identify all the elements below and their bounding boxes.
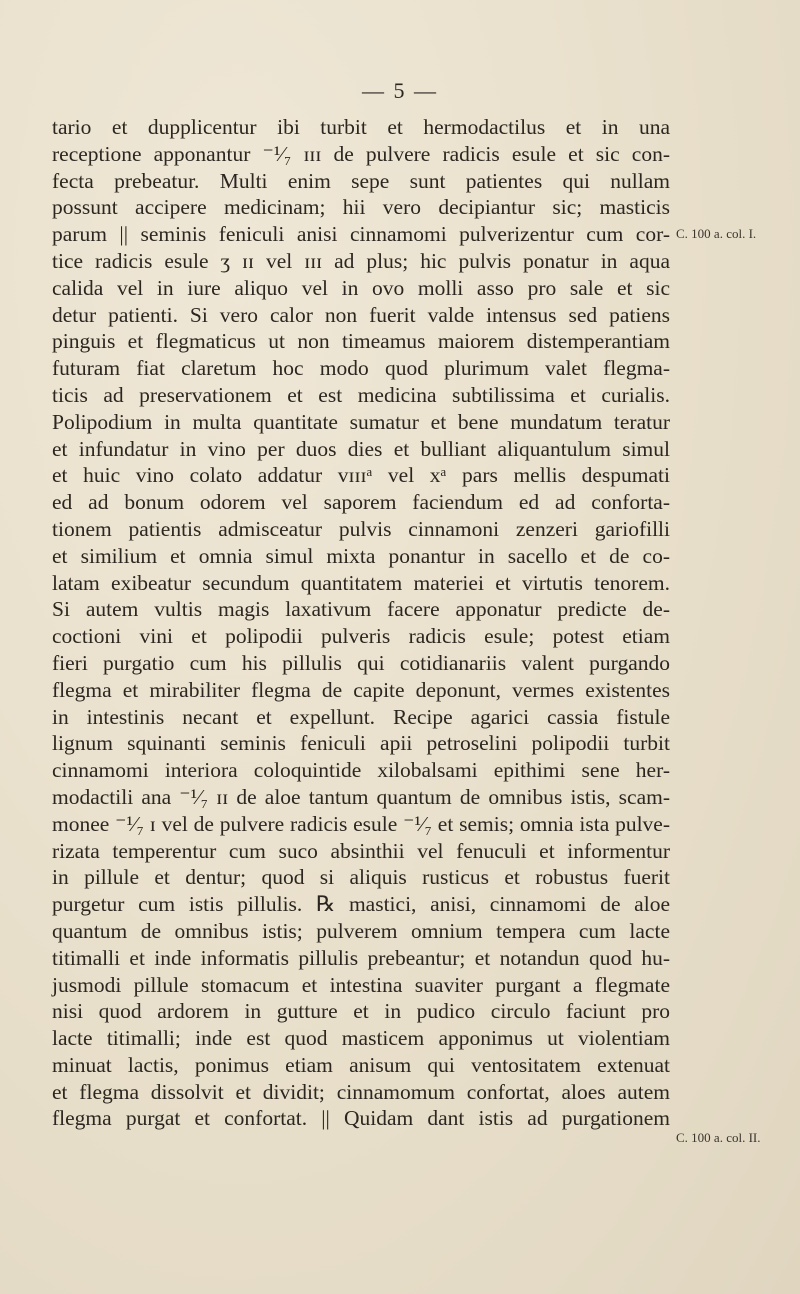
text-line: purgetur cum istis pillulis. ℞ mastici, anisi, cinnamomi de aloe (52, 892, 670, 917)
text-line: et flegma dissolvit et dividit; cinnamomum confortat, aloes autem (52, 1079, 670, 1104)
text-line: pinguis et flegmaticus ut non timeamus maiorem distemperantiam (52, 329, 670, 354)
margin-note-col-1: C. 100 a. col. I. (676, 226, 757, 241)
text-line: receptione apponantur ⁻¹⁄₇ ɪɪɪ de pulvere radicis esule et sic con- (52, 141, 670, 166)
text-line: ticis ad preservationem et est medicina subtilissima et curialis. (52, 382, 670, 407)
text-line: parum || seminis feniculi anisi cinnamomi pulverizentur cum cor- (52, 222, 670, 247)
text-line: titimalli et inde informatis pillulis prebeantur; et notandun quod hu- (52, 945, 670, 970)
text-line: lignum squinanti seminis feniculi apii petroselini polipodii turbit (52, 731, 670, 756)
text-line: modactili ana ⁻¹⁄₇ ɪɪ de aloe tantum quantum de omnibus istis, scam- (52, 784, 670, 809)
body-text (52, 114, 670, 1132)
text-line: et similium et omnia simul mixta ponantur in sacello et de co- (52, 543, 670, 568)
text-line: jusmodi pillule stomacum et intestina suaviter purgant a flegmate (52, 972, 670, 997)
text-line: minuat lactis, ponimus etiam anisum qui ventositatem extenuat (52, 1052, 670, 1077)
text-line: calida vel in iure aliquo vel in ovo molli asso pro sale et sic (52, 275, 670, 300)
text-line: flegma purgat et confortat. || Quidam dant istis ad purgationem (52, 1106, 670, 1131)
text-line: et infundatur in vino per duos dies et bulliant aliquantulum simul (52, 436, 670, 461)
text-line: coctioni vini et polipodii pulveris radicis esule; potest etiam (52, 624, 670, 649)
text-line: in pillule et dentur; quod si aliquis rusticus et robustus fuerit (52, 865, 670, 890)
text-line: cinnamomi interiora coloquintide xilobalsami epithimi sene her- (52, 758, 670, 783)
text-line: tionem patientis admisceatur pulvis cinnamoni zenzeri gariofilli (52, 516, 670, 541)
text-line: lacte titimalli; inde est quod masticem apponimus ut violentiam (52, 1026, 670, 1051)
text-line: et huic vino colato addatur ᴠɪɪɪᵃ vel xᵃ pars mellis despumati (52, 463, 670, 488)
text-line: nisi quod ardorem in gutture et in pudico circulo faciunt pro (52, 999, 670, 1024)
text-line: rizata temperentur cum suco absinthii vel fenuculi et informentur (52, 838, 670, 863)
text-line: tario et dupplicentur ibi turbit et hermodactilus et in una (52, 115, 670, 139)
text-line: detur patienti. Si vero calor non fuerit valde intensus sed patiens (52, 302, 670, 327)
text-line: Polipodium in multa quantitate sumatur et bene mundatum teratur (52, 409, 670, 434)
text-line: monee ⁻¹⁄₇ ɪ vel de pulvere radicis esule ⁻¹⁄₇ et semis; omnia ista pulve- (52, 811, 670, 836)
text-line: futuram fiat claretum hoc modo quod plurimum valet flegma- (52, 356, 670, 381)
text-line: possunt accipere medicinam; hii vero decipiantur sic; masticis (52, 195, 670, 220)
text-line: quantum de omnibus istis; pulverem omnium tempera cum lacte (52, 918, 670, 943)
text-line: fecta prebeatur. Multi enim sepe sunt patientes qui nullam (52, 168, 670, 193)
text-line: latam exibeatur secundum quantitatem materiei et virtutis tenorem. (52, 570, 670, 595)
text-line: fieri purgatio cum his pillulis qui cotidianariis valent purgando (52, 650, 670, 675)
text-line: ed ad bonum odorem vel saporem faciendum ed ad conforta- (52, 490, 670, 515)
text-line: Si autem vultis magis laxativum facere apponatur predicte de- (52, 597, 670, 622)
text-line: flegma et mirabiliter flegma de capite deponunt, vermes existentes (52, 677, 670, 702)
text-line: in intestinis necant et expellunt. Recipe agarici cassia fistule (52, 704, 670, 729)
text-line: tice radicis esule ʒ ɪɪ vel ɪɪɪ ad plus; hic pulvis ponatur in aqua (52, 248, 670, 273)
page-number: — 5 — (362, 78, 438, 103)
margin-note-col-2: C. 100 a. col. II. (676, 1130, 761, 1145)
